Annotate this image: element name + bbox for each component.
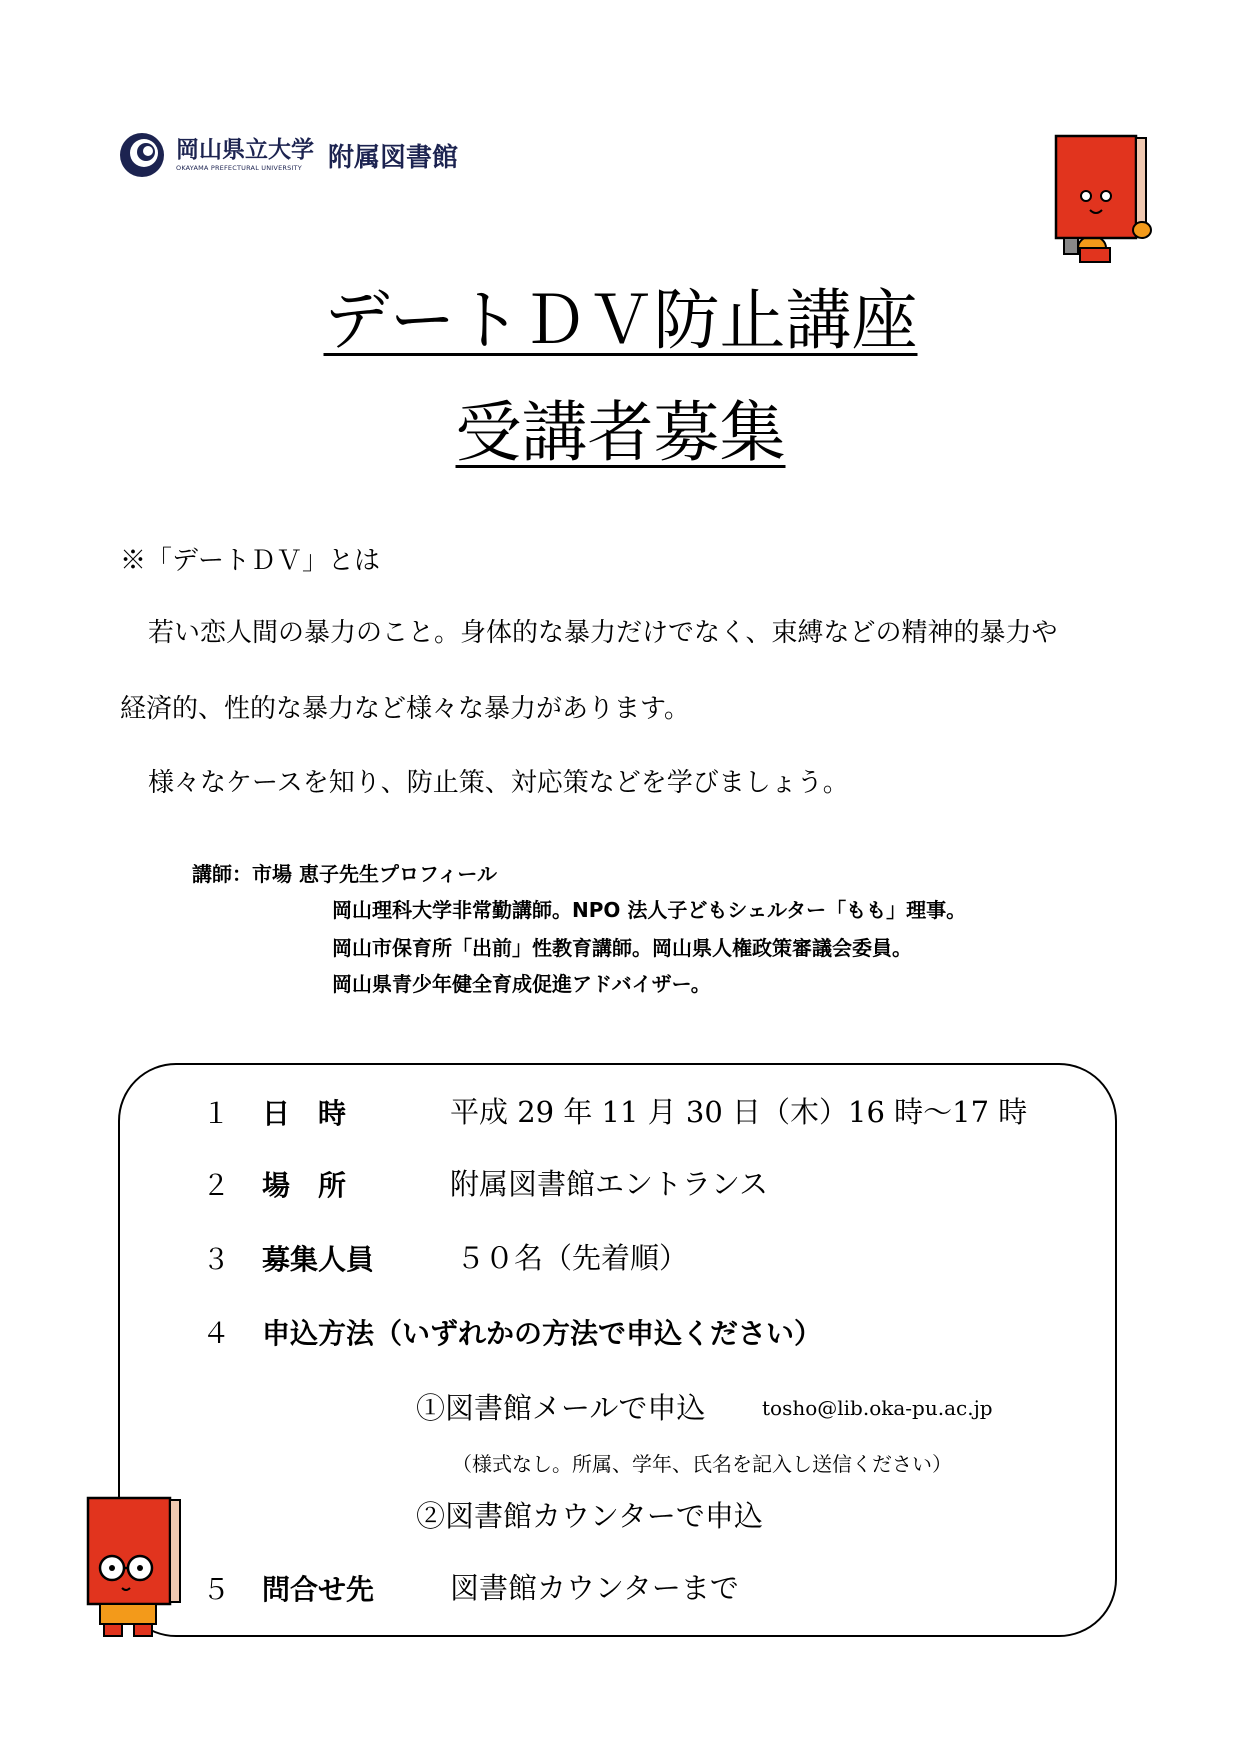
university-library-logo	[118, 130, 458, 180]
dv-definition-heading: ※「デートＤＶ」とは	[120, 546, 381, 576]
application-method-email: ①図書館メールで申込	[416, 1391, 706, 1425]
lecturer-profile-line: 岡山市保育所「出前」性教育講師。岡山県人権政策審議会委員。	[332, 936, 912, 960]
university-name-en: OKAYAMA PREFECTURAL UNIVERSITY	[176, 163, 302, 172]
event-info-box	[118, 1063, 1117, 1637]
page-title-line-2: 受講者募集	[455, 394, 786, 471]
contact-value: 図書館カウンターまで	[450, 1571, 739, 1605]
university-name: 岡山県立大学	[176, 136, 314, 163]
item-number: １	[202, 1097, 231, 1130]
mascot-book-character-icon	[1050, 130, 1160, 270]
description-line-2: 経済的、性的な暴力など様々な暴力があります。	[120, 694, 690, 724]
lecturer-heading: 講師：市場 恵子先生プロフィール	[192, 862, 497, 886]
item-number: ５	[202, 1573, 231, 1606]
description-line-1: 若い恋人間の暴力のこと。身体的な暴力だけでなく、束縛などの精神的暴力や	[148, 618, 1058, 648]
date-label: 日 時	[262, 1097, 347, 1130]
venue-label: 場 所	[262, 1169, 347, 1202]
application-method-counter: ②図書館カウンターで申込	[416, 1499, 763, 1533]
lecturer-profile-line: 岡山県青少年健全育成促進アドバイザー。	[332, 972, 711, 996]
application-method-label: 申込方法（いずれかの方法で申込ください）	[262, 1317, 823, 1350]
library-email-link[interactable]: tosho@lib.oka-pu.ac.jp	[762, 1396, 993, 1420]
mascot-book-character-glasses-icon	[82, 1494, 192, 1640]
date-value: 平成 29 年 11 月 30 日（木）16 時～17 時	[450, 1095, 1028, 1129]
item-number: ４	[202, 1317, 231, 1350]
email-application-note: （様式なし。所属、学年、氏名を記入し送信ください）	[452, 1452, 952, 1476]
venue-value: 附属図書館エントランス	[450, 1167, 769, 1201]
contact-label: 問合せ先	[262, 1573, 375, 1606]
description-line-3: 様々なケースを知り、防止策、対応策などを学びましょう。	[148, 768, 849, 798]
university-logo-icon	[118, 131, 166, 179]
item-number: ２	[202, 1169, 231, 1202]
capacity-value: ５０名（先着順）	[456, 1241, 689, 1275]
lecturer-profile-line: 岡山理科大学非常勤講師。NPO 法人子どもシェルター「もも」理事。	[332, 898, 967, 922]
item-number: ３	[202, 1243, 231, 1276]
library-name: 附属図書館	[328, 142, 459, 173]
capacity-label: 募集人員	[262, 1243, 375, 1276]
page-title-line-1: デートＤＶ防止講座	[323, 282, 918, 359]
